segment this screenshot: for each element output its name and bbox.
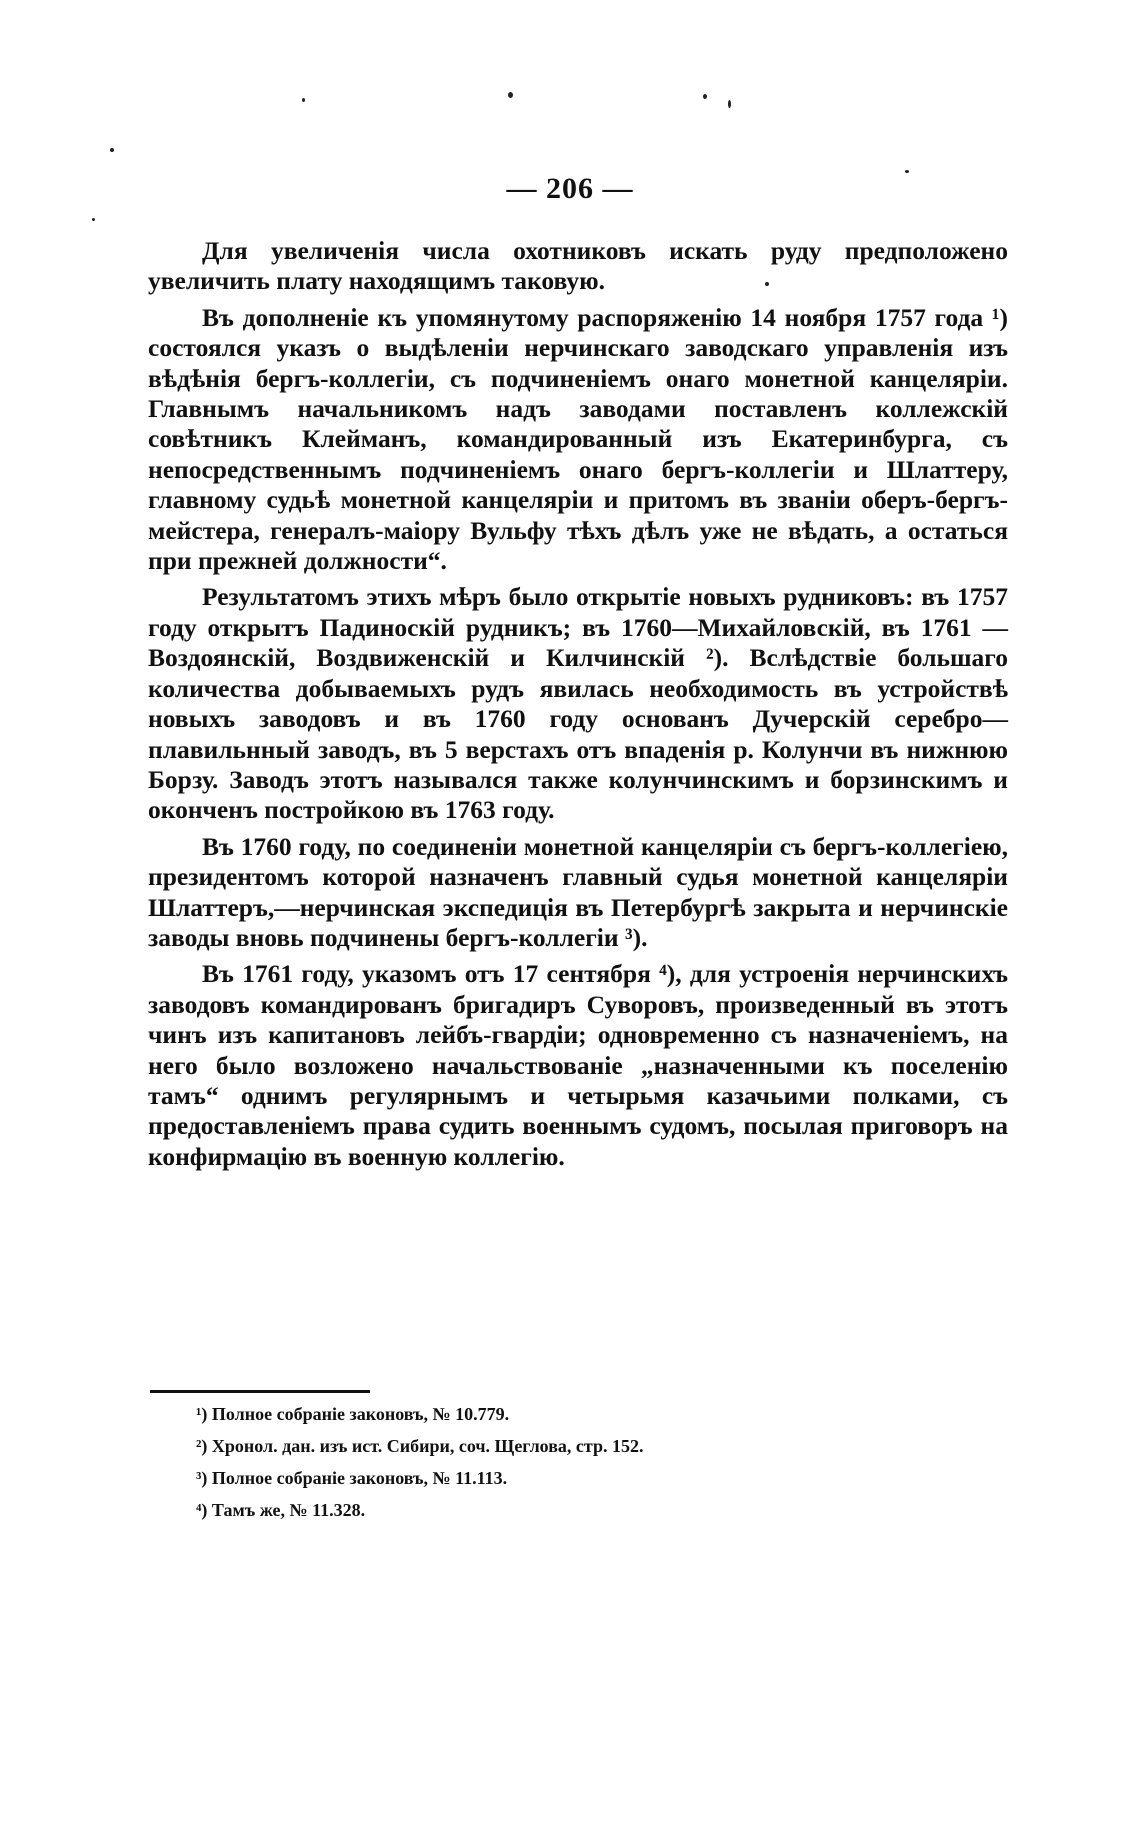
paragraph: Въ дополненіе къ упомянутому распоряженію 14 ноября 1757 года ¹) состоялся указъ о выдѣленіи нерчинскаго заводскаго управленія изъ вѣдѣнія бергъ-коллегіи, съ подчиненіемъ онаго монетной канцеляріи. Главнымъ начальникомъ надъ заводами поставленъ коллежскій совѣтникъ Клейманъ, командированный изъ Екатеринбурга, съ непосредственнымъ подчиненіемъ онаго бергъ-коллегіи и Шлаттеру, главному судьѣ монетной канцеляріи и притомъ въ званіи оберъ-бергъ-мейстера, генералъ-маіору Вульфу тѣхъ дѣлъ уже не вѣдать, а остаться при прежней должности“. bbox=[148, 302, 1008, 576]
scan-speck bbox=[703, 94, 707, 99]
scan-speck bbox=[110, 148, 114, 152]
footnote: ³) Полное собраніе законовъ, № 11.113. bbox=[196, 1468, 508, 1488]
paragraph: Результатомъ этихъ мѣръ было открытіе новыхъ рудниковъ: въ 1757 году открытъ Падиноскій рудникъ; въ 1760—Михайловскій, въ 1761 — Воздоянскій, Воздвиженскій и Килчинскій ²). Вслѣдствіе большаго количества добываемыхъ рудъ явилась необходимость въ устройствѣ новыхъ заводовъ и въ 1760 году основанъ Дучерскій серебро—плавильнный заводъ, въ 5 верстахъ отъ впаденія р. Колунчи въ нижнюю Борзу. Заводъ этотъ назывался также колунчинскимъ и борзинскимъ и оконченъ постройкою въ 1763 году. bbox=[148, 582, 1008, 825]
paragraph: Въ 1760 году, по соединеніи монетной канцеляріи съ бергъ-коллегіею, президентомъ которой назначенъ главный судья монетной канцеляріи Шлаттеръ,—нерчинская экспедиція въ Петербургѣ закрыта и нерчинскіе заводы вновь подчинены бергъ-коллегіи ³). bbox=[148, 831, 1008, 952]
scan-speck bbox=[302, 98, 305, 102]
footnote-divider bbox=[150, 1390, 370, 1393]
page-number: — 206 — bbox=[506, 172, 634, 205]
scan-speck bbox=[728, 100, 731, 108]
footnote: ⁴) Тамъ же, № 11.328. bbox=[196, 1500, 366, 1520]
footnotes bbox=[196, 1398, 956, 1526]
body-text bbox=[148, 236, 1008, 1178]
paragraph: Въ 1761 году, указомъ отъ 17 сентября ⁴), для устроенія нерчинскихъ заводовъ командированъ бригадиръ Суворовъ, произведенный въ этотъ чинъ изъ капитановъ лейбъ-гвардіи; одновременно съ назначеніемъ, на него было возложено начальствованіе „назначенными къ поселенію тамъ“ однимъ регулярнымъ и четырьмя казачьими полками, съ предоставленіемъ права судить военнымъ судомъ, посылая приговоръ на конфирмацію въ военную коллегію. bbox=[148, 959, 1008, 1171]
scan-speck bbox=[508, 92, 513, 98]
scan-speck bbox=[92, 218, 95, 221]
footnote: ¹) Полное собраніе законовъ, № 10.779. bbox=[196, 1404, 510, 1424]
footnote: ²) Хронол. дан. изъ ист. Сибири, соч. Щеглова, стр. 152. bbox=[196, 1436, 644, 1456]
paragraph: Для увеличенія числа охотниковъ искать руду предположено увеличить плату находящимъ таковую. bbox=[148, 236, 1008, 296]
